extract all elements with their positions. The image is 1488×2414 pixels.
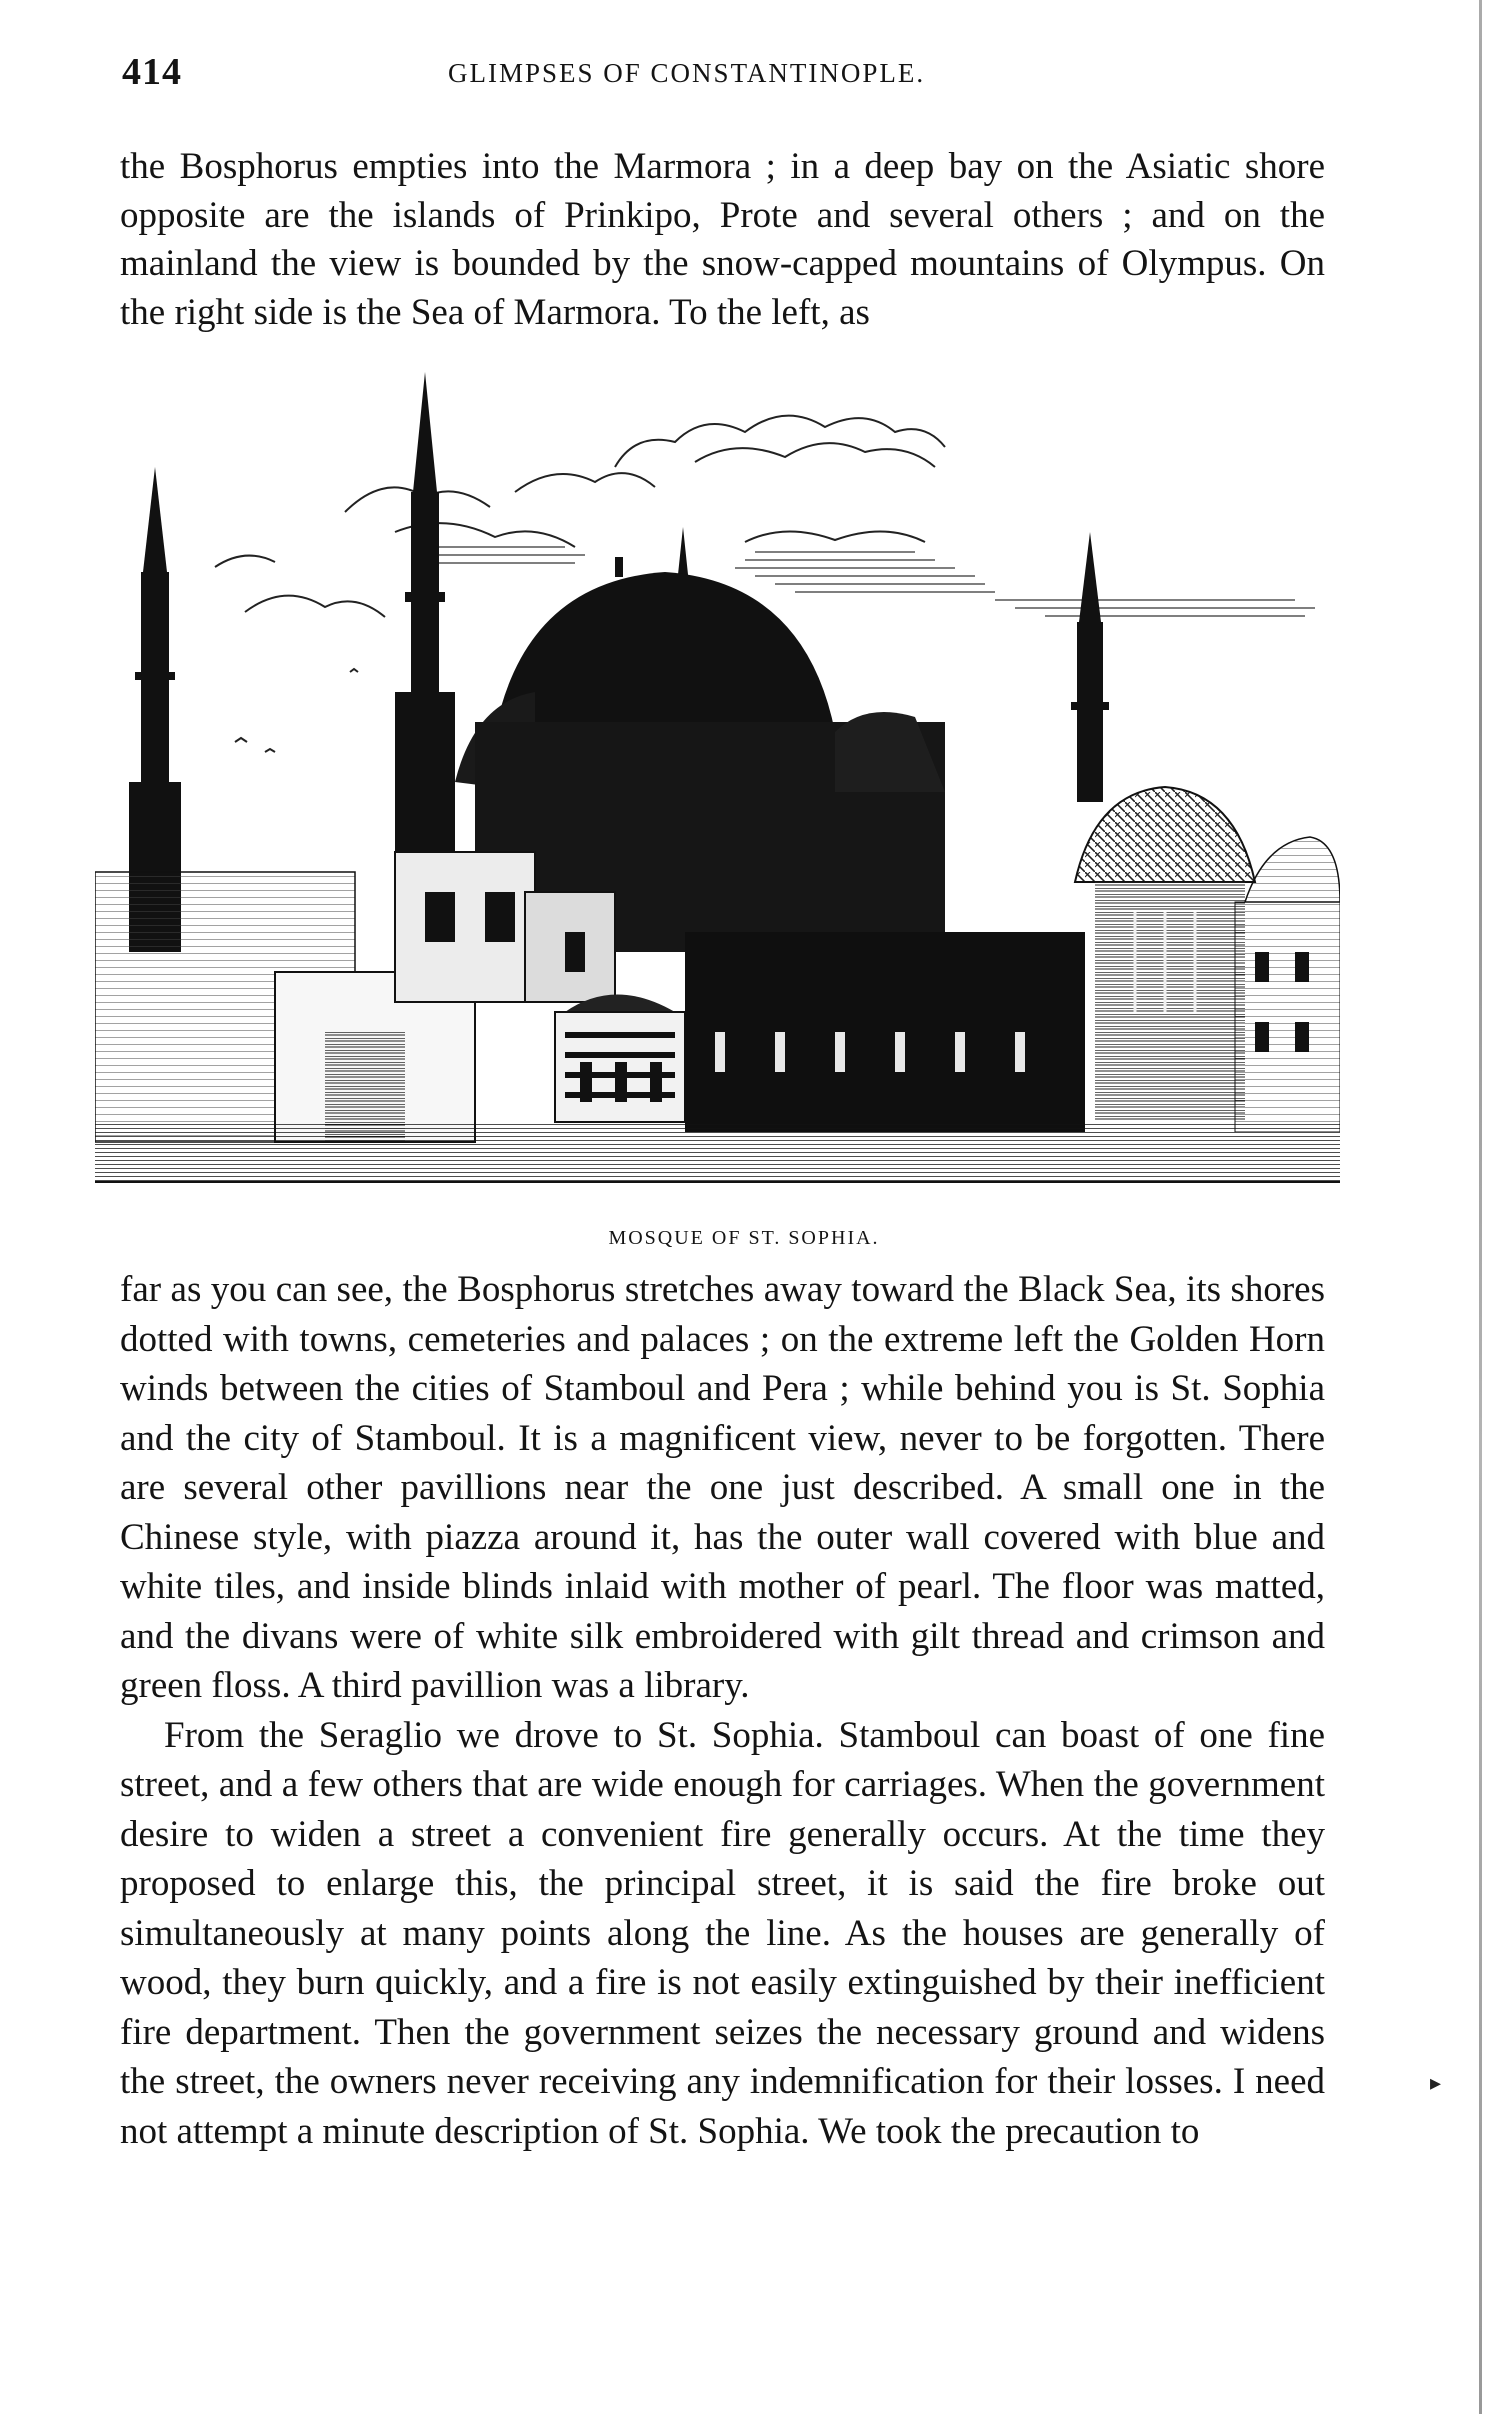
- body-text-block: [120, 1265, 1325, 2156]
- top-paragraph-block: [120, 143, 1325, 337]
- top-paragraph: the Bosphorus empties into the Marmora ; in a deep bay on the Asiatic shore opposite are the islands of Prinkipo, Prote and several others ; and on the mainland the view is bounded by the snow-capped mountains of Olympus. On the right side is the Sea of Marmora. To the left, as: [120, 146, 1325, 333]
- sky-hatching: [415, 547, 1315, 616]
- side-dome: [1075, 787, 1255, 1122]
- figure-caption: MOSQUE OF ST. SOPHIA.: [608, 1227, 880, 1249]
- cloud-lines: [215, 416, 945, 617]
- body-paragraph: far as you can see, the Bosphorus stretches away toward the Black Sea, its shores dotted with towns, cemeteries and palaces ; on the extreme left the Golden Horn winds between the cities of Stamboul and Pera ; while behind you is St. Sophia and the city of Stamboul. It is a magnificent view, never to be forgotten. There are several other pavillions near the one just described. A small one in the Chinese style, with piazza around it, has the outer wall covered with blue and white tiles, and inside blinds inlaid with mother of pearl. The floor was matted, and the divans were of white silk embroidered with gilt thread and crimson and green floss. A third pavillion was a library.: [120, 1269, 1325, 1706]
- birds: [235, 669, 358, 752]
- body-paragraph: From the Seraglio we drove to St. Sophia. Stamboul can boast of one fine street, and a few others that are wide enough for carriages. When the government desire to widen a street a convenient fire generally occurs. At the time they proposed to enlarge this, the principal street, it is said the fire broke out simultaneously at many points along the line. As the houses are generally of wood, they burn quickly, and a fire is not easily extinguished by their inefficient fire department. Then the government seizes the necessary ground and widens the street, the owners never receiving any indemnification for their losses. I need not attempt a minute description of St. Sophia. We took the precaution to: [120, 1714, 1325, 2152]
- running-head: GLIMPSES OF CONSTANTINOPLE.: [448, 58, 926, 88]
- page-edge: [1479, 0, 1482, 2414]
- engraving-figure: [95, 372, 1340, 1192]
- page-number: 414: [122, 51, 182, 93]
- mosque-engraving: [95, 372, 1340, 1192]
- margin-mark: ▸: [1430, 2070, 1442, 2095]
- central-pavilion: [555, 995, 685, 1123]
- left-buildings: [95, 852, 615, 1142]
- ground: [95, 1122, 1340, 1182]
